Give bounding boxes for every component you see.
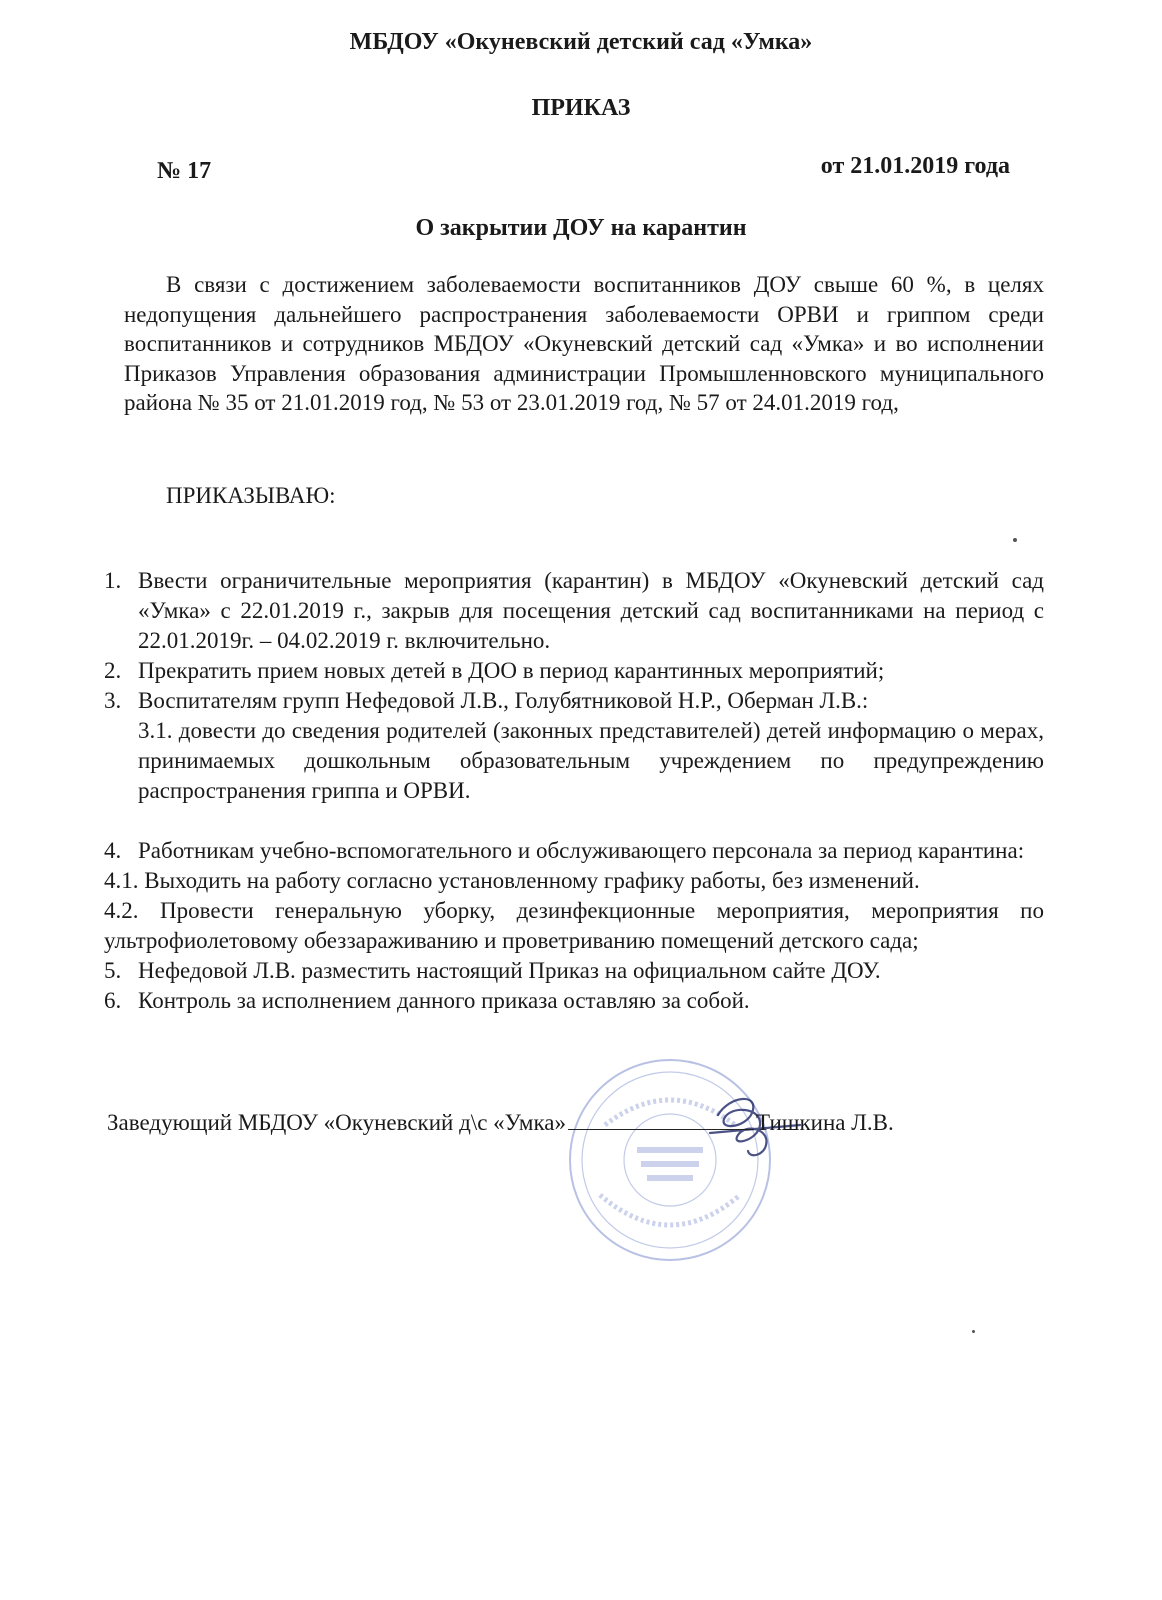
item-text: Прекратить прием новых детей в ДОО в период карантинных мероприятий;	[138, 658, 885, 683]
list-item	[104, 956, 1044, 986]
spacer	[104, 806, 1044, 836]
list-item	[104, 686, 1044, 716]
scan-speck	[1013, 538, 1017, 542]
signature-line	[568, 1128, 754, 1130]
document-type: ПРИКАЗ	[531, 95, 631, 121]
signatory-position: Заведующий МБДОУ «Окуневский д\с «Умка»	[107, 1110, 567, 1135]
organization-name: МБДОУ «Окуневский детский сад «Умка»	[349, 29, 813, 55]
subitem-3-1	[104, 716, 1044, 806]
item-text: Нефедовой Л.В. разместить настоящий Приказ на официальном сайте ДОУ.	[138, 958, 881, 983]
item-text: Ввести ограничительные мероприятия (карантин) в МБДОУ «Окуневский детский сад «Умка» с 22.01.2019 г., закрыв для посещения детский сад воспитанниками на период с 22.01.2019г. – 04.02.2019 г. включительно.	[138, 568, 1044, 653]
item-number: 1.	[104, 568, 122, 593]
order-number: № 17	[157, 158, 212, 184]
item-text: 3.1. довести до сведения родителей (законных представителей) детей информацию о мерах, принимаемых дошкольным образовательным учреждением по предупреждению распространения гриппа и ОРВИ.	[138, 718, 1044, 803]
order-items	[104, 566, 1044, 1016]
list-item	[104, 836, 1044, 866]
order-subject: О закрытии ДОУ на карантин	[415, 215, 747, 241]
subitem-4-2: 4.2. Провести генеральную уборку, дезинфекционные мероприятия, мероприятия по ультрофиолетовому обеззараживанию и проветриванию помещений детского сада;	[104, 898, 1044, 953]
item-text: Воспитателям групп Нефедовой Л.В., Голубятниковой Н.Р., Оберман Л.В.:	[138, 688, 869, 713]
subitem-4-1: 4.1. Выходить на работу согласно установленному графику работы, без изменений.	[104, 868, 920, 893]
order-date: от 21.01.2019 года	[820, 153, 1010, 179]
list-item	[104, 566, 1044, 656]
item-number: 2.	[104, 658, 122, 683]
signatory-name: Тишкина Л.В.	[756, 1110, 894, 1135]
preamble	[124, 270, 1044, 418]
item-number: 4.	[104, 838, 122, 863]
item-number: 6.	[104, 988, 122, 1013]
preamble-text: В связи с достижением заболеваемости воспитанников ДОУ свыше 60 %, в целях недопущения дальнейшего распространения заболеваемости ОРВИ и гриппом среди воспитанников и сотрудников МБДОУ «Окуневский детский сад «Умка» и во исполнении Приказов Управления образования администрации Промышленновского муниципального района № 35 от 21.01.2019 год, № 53 от 23.01.2019 год, № 57 от 24.01.2019 год,	[124, 272, 1044, 415]
item-text: Контроль за исполнением данного приказа оставляю за собой.	[138, 988, 750, 1013]
list-item	[104, 986, 1044, 1016]
item-number: 3.	[104, 688, 122, 713]
list-item	[104, 656, 1044, 686]
order-word: ПРИКАЗЫВАЮ:	[166, 483, 336, 508]
scan-speck	[972, 1330, 975, 1333]
signature-block	[107, 1110, 894, 1136]
item-text: Работникам учебно-вспомогательного и обслуживающего персонала за период карантина:	[138, 838, 1025, 863]
item-number: 5.	[104, 958, 122, 983]
